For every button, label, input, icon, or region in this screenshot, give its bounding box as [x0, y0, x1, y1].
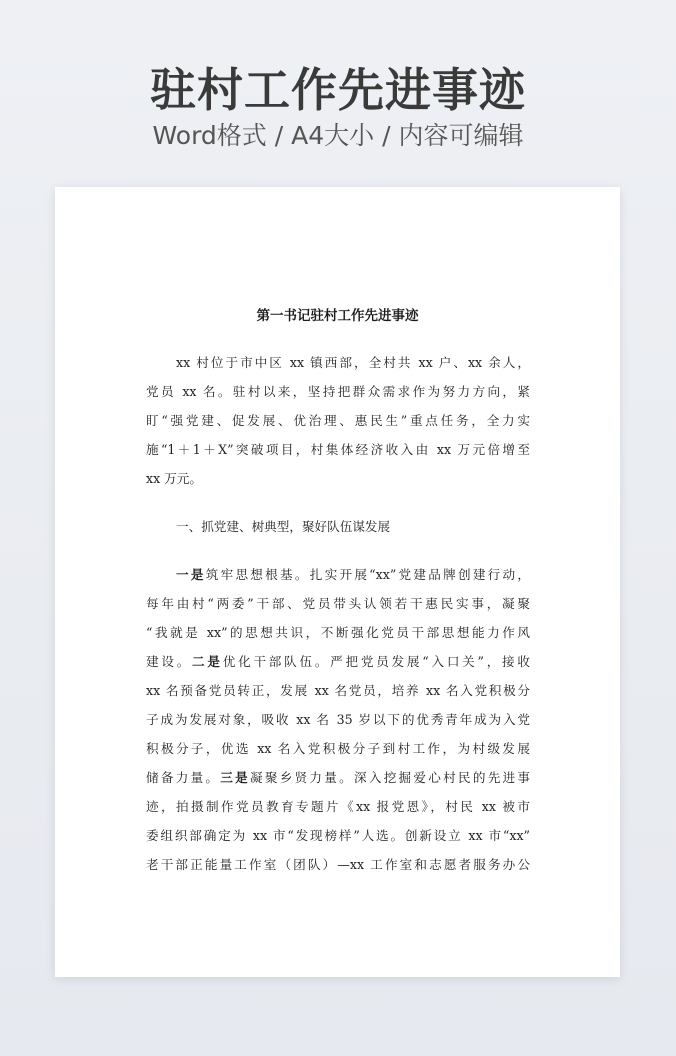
- text-run: 优化干部队伍。严把党员发展“入口关”，接收: [222, 654, 530, 669]
- text-line: 盯“强党建、促发展、优治理、惠民生”重点任务，全力实: [146, 413, 530, 428]
- text-line: 老干部正能量工作室（团队）—xx 工作室和志愿者服务办公: [146, 857, 530, 872]
- emphasis-label: 一是: [176, 567, 206, 582]
- text-line: [146, 763, 530, 792]
- text-line: 党员 xx 名。驻村以来，坚持把群众需求作为努力方向，紧: [146, 384, 530, 399]
- emphasis-label: 三是: [220, 770, 250, 785]
- text-line: 子成为发展对象，吸收 xx 名 35 岁以下的优秀青年成为入党: [146, 712, 530, 727]
- document-body: [146, 348, 530, 879]
- text-line: [146, 560, 530, 589]
- text-line: 委组织部确定为 xx 市“发现榜样”人选。创新设立 xx 市“xx”: [146, 828, 530, 843]
- text-run: 筑牢思想根基。扎实开展“xx”党建品牌创建行动，: [205, 567, 530, 582]
- emphasis-label: 二是: [192, 654, 223, 669]
- text-line: 每年由村“两委”干部、党员带头认领若干惠民实事，凝聚: [146, 596, 530, 611]
- paragraph-intro: [146, 348, 530, 493]
- text-line: xx 村位于市中区 xx 镇西部，全村共 xx 户、xx 余人，: [176, 355, 530, 370]
- section-heading: 一、抓党建、树典型，聚好队伍谋发展: [176, 519, 391, 534]
- text-run: 储备力量。: [146, 770, 221, 785]
- document-page: [55, 187, 620, 977]
- text-line: xx 名预备党员转正，发展 xx 名党员，培养 xx 名入党积极分: [146, 683, 530, 698]
- text-run: 凝聚乡贤力量。深入挖掘爱心村民的先进事: [250, 770, 531, 785]
- text-line: “我就是 xx”的思想共识，不断强化党员干部思想能力作风: [146, 625, 530, 640]
- text-line: 施“1＋1＋X”突破项目，村集体经济收入由 xx 万元倍增至: [146, 442, 530, 457]
- text-line: 积极分子，优选 xx 名入党积极分子到村工作，为村级发展: [146, 741, 530, 756]
- text-line: xx 万元。: [146, 471, 202, 486]
- text-run: 建设。: [146, 654, 193, 669]
- document-title: 第一书记驻村工作先进事迹: [256, 308, 419, 324]
- banner-subtitle: Word格式 / A4大小 / 内容可编辑: [152, 121, 524, 150]
- text-line: 迹，拍摄制作党员教育专题片《xx 报党恩》，村民 xx 被市: [146, 799, 530, 814]
- banner-title: 驻村工作先进事迹: [150, 63, 526, 117]
- text-line: [146, 647, 530, 676]
- paragraph-measures: [146, 560, 530, 879]
